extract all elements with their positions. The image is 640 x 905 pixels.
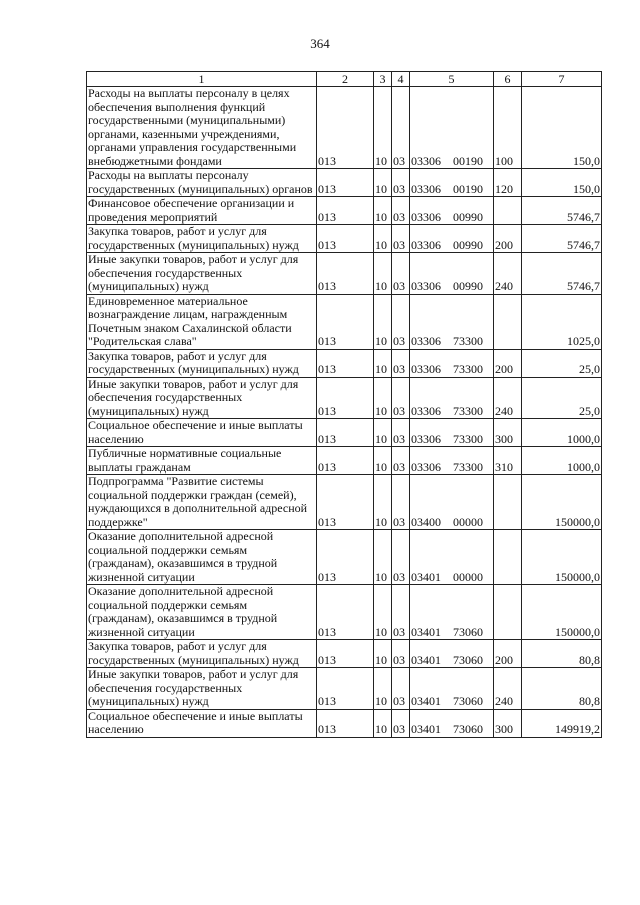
row-target-program: 03401 bbox=[411, 652, 441, 667]
row-section-code: 10 bbox=[374, 419, 392, 447]
row-target-direction: 00190 bbox=[453, 181, 483, 196]
row-target-direction: 00000 bbox=[453, 569, 483, 584]
row-name: Социальное обеспечение и иные выплаты населению bbox=[87, 709, 317, 737]
row-section-code: 10 bbox=[374, 668, 392, 710]
row-target-article bbox=[410, 709, 494, 737]
row-expense-type: 200 bbox=[494, 225, 522, 253]
row-ministry-code: 013 bbox=[317, 585, 374, 640]
row-target-direction: 00990 bbox=[453, 237, 483, 252]
row-section-code: 10 bbox=[374, 349, 392, 377]
row-target-direction: 00190 bbox=[453, 153, 483, 168]
row-target-program: 03306 bbox=[411, 279, 441, 293]
row-amount: 25,0 bbox=[522, 377, 602, 419]
row-amount: 150000,0 bbox=[522, 475, 602, 530]
row-amount: 5746,7 bbox=[522, 197, 602, 225]
row-expense-type: 310 bbox=[494, 447, 522, 475]
row-subsection-code: 03 bbox=[392, 475, 410, 530]
row-target-program: 03401 bbox=[411, 694, 441, 708]
table-row bbox=[87, 253, 602, 295]
row-target-article bbox=[410, 475, 494, 530]
table-row bbox=[87, 447, 602, 475]
row-expense-type: 200 bbox=[494, 349, 522, 377]
header-col-3: 3 bbox=[374, 72, 392, 87]
row-name: Финансовое обеспечение организации и проведения мероприятий bbox=[87, 197, 317, 225]
row-name: Оказание дополнительной адресной социальной поддержки семьям (гражданам), оказавшимся в трудной жизненной ситуации bbox=[87, 585, 317, 640]
row-name: Иные закупки товаров, работ и услуг для обеспечения государственных (муниципальных) нужд bbox=[87, 668, 317, 710]
row-expense-type: 100 bbox=[494, 87, 522, 169]
row-ministry-code: 013 bbox=[317, 87, 374, 169]
row-section-code: 10 bbox=[374, 530, 392, 585]
row-expense-type bbox=[494, 530, 522, 585]
row-expense-type bbox=[494, 475, 522, 530]
row-section-code: 10 bbox=[374, 447, 392, 475]
row-target-direction: 00990 bbox=[453, 279, 483, 293]
row-target-article bbox=[410, 419, 494, 447]
row-subsection-code: 03 bbox=[392, 87, 410, 169]
row-ministry-code: 013 bbox=[317, 530, 374, 585]
row-subsection-code: 03 bbox=[392, 294, 410, 349]
row-target-program: 03306 bbox=[411, 153, 441, 168]
row-target-direction: 73060 bbox=[453, 624, 483, 639]
row-target-direction: 73300 bbox=[453, 459, 483, 474]
row-subsection-code: 03 bbox=[392, 225, 410, 253]
row-ministry-code: 013 bbox=[317, 475, 374, 530]
row-target-article bbox=[410, 447, 494, 475]
row-amount: 149919,2 bbox=[522, 709, 602, 737]
row-target-article bbox=[410, 197, 494, 225]
row-name: Социальное обеспечение и иные выплаты населению bbox=[87, 419, 317, 447]
row-name: Оказание дополнительной адресной социальной поддержки семьям (гражданам), оказавшимся в трудной жизненной ситуации bbox=[87, 530, 317, 585]
row-ministry-code: 013 bbox=[317, 169, 374, 197]
row-name: Иные закупки товаров, работ и услуг для обеспечения государственных (муниципальных) нужд bbox=[87, 253, 317, 295]
row-amount: 5746,7 bbox=[522, 253, 602, 295]
header-col-2: 2 bbox=[317, 72, 374, 87]
row-subsection-code: 03 bbox=[392, 585, 410, 640]
row-section-code: 10 bbox=[374, 475, 392, 530]
row-target-program: 03306 bbox=[411, 362, 441, 376]
row-target-article bbox=[410, 87, 494, 169]
row-amount: 80,8 bbox=[522, 668, 602, 710]
table-row bbox=[87, 668, 602, 710]
row-section-code: 10 bbox=[374, 87, 392, 169]
row-target-program: 03306 bbox=[411, 459, 441, 474]
row-name: Расходы на выплаты персоналу в целях обеспечения выполнения функций государственными (муниципальными) органами, казенными учреждениями, органами управления государственными внебюджетными фондами bbox=[87, 87, 317, 169]
row-name: Подпрограмма "Развитие системы социальной поддержки граждан (семей), нуждающихся в дополнительной адресной поддержке" bbox=[87, 475, 317, 530]
row-amount: 150,0 bbox=[522, 87, 602, 169]
row-target-program: 03306 bbox=[411, 209, 441, 224]
row-amount: 1000,0 bbox=[522, 419, 602, 447]
row-ministry-code: 013 bbox=[317, 225, 374, 253]
row-target-direction: 00990 bbox=[453, 209, 483, 224]
row-amount: 150000,0 bbox=[522, 585, 602, 640]
row-amount: 5746,7 bbox=[522, 225, 602, 253]
row-expense-type: 300 bbox=[494, 709, 522, 737]
row-amount: 1000,0 bbox=[522, 447, 602, 475]
row-target-article bbox=[410, 294, 494, 349]
row-target-program: 03401 bbox=[411, 624, 441, 639]
row-target-program: 03306 bbox=[411, 403, 441, 418]
row-expense-type bbox=[494, 294, 522, 349]
row-amount: 1025,0 bbox=[522, 294, 602, 349]
row-target-program: 03401 bbox=[411, 569, 441, 584]
table-row bbox=[87, 709, 602, 737]
header-row bbox=[87, 72, 602, 87]
row-target-direction: 73060 bbox=[453, 722, 483, 736]
row-ministry-code: 013 bbox=[317, 709, 374, 737]
table-row bbox=[87, 169, 602, 197]
row-expense-type: 240 bbox=[494, 377, 522, 419]
budget-table bbox=[86, 71, 602, 738]
row-expense-type: 200 bbox=[494, 640, 522, 668]
row-expense-type: 300 bbox=[494, 419, 522, 447]
row-name: Иные закупки товаров, работ и услуг для обеспечения государственных (муниципальных) нужд bbox=[87, 377, 317, 419]
row-ministry-code: 013 bbox=[317, 640, 374, 668]
row-name: Единовременное материальное вознаграждение лицам, награжденным Почетным знаком Сахалинской области "Родительская слава" bbox=[87, 294, 317, 349]
row-section-code: 10 bbox=[374, 377, 392, 419]
row-ministry-code: 013 bbox=[317, 419, 374, 447]
row-subsection-code: 03 bbox=[392, 197, 410, 225]
row-target-direction: 73300 bbox=[453, 334, 483, 348]
row-target-article bbox=[410, 640, 494, 668]
row-expense-type bbox=[494, 197, 522, 225]
table-row bbox=[87, 377, 602, 419]
row-target-article bbox=[410, 349, 494, 377]
row-expense-type bbox=[494, 585, 522, 640]
row-subsection-code: 03 bbox=[392, 668, 410, 710]
table-row bbox=[87, 585, 602, 640]
row-name: Закупка товаров, работ и услуг для государственных (муниципальных) нужд bbox=[87, 225, 317, 253]
row-amount: 25,0 bbox=[522, 349, 602, 377]
row-subsection-code: 03 bbox=[392, 377, 410, 419]
row-target-direction: 73300 bbox=[453, 403, 483, 418]
table-row bbox=[87, 197, 602, 225]
row-subsection-code: 03 bbox=[392, 709, 410, 737]
row-subsection-code: 03 bbox=[392, 447, 410, 475]
row-target-article bbox=[410, 169, 494, 197]
row-subsection-code: 03 bbox=[392, 349, 410, 377]
row-expense-type: 120 bbox=[494, 169, 522, 197]
row-expense-type: 240 bbox=[494, 253, 522, 295]
header-col-4: 4 bbox=[392, 72, 410, 87]
row-section-code: 10 bbox=[374, 197, 392, 225]
header-col-1: 1 bbox=[87, 72, 317, 87]
row-ministry-code: 013 bbox=[317, 253, 374, 295]
row-target-article bbox=[410, 377, 494, 419]
table-row bbox=[87, 87, 602, 169]
row-ministry-code: 013 bbox=[317, 668, 374, 710]
row-target-program: 03306 bbox=[411, 237, 441, 252]
row-target-program: 03306 bbox=[411, 181, 441, 196]
row-target-direction: 73060 bbox=[453, 694, 483, 708]
table-row bbox=[87, 475, 602, 530]
row-target-direction: 73300 bbox=[453, 431, 483, 446]
row-target-program: 03306 bbox=[411, 431, 441, 446]
row-target-direction: 00000 bbox=[453, 514, 483, 529]
table-row bbox=[87, 349, 602, 377]
row-section-code: 10 bbox=[374, 709, 392, 737]
row-subsection-code: 03 bbox=[392, 253, 410, 295]
row-section-code: 10 bbox=[374, 225, 392, 253]
row-section-code: 10 bbox=[374, 585, 392, 640]
row-section-code: 10 bbox=[374, 294, 392, 349]
page-number: 364 bbox=[310, 36, 330, 51]
table-row bbox=[87, 419, 602, 447]
header-col-5: 5 bbox=[410, 72, 494, 87]
row-target-direction: 73300 bbox=[453, 362, 483, 376]
row-section-code: 10 bbox=[374, 169, 392, 197]
row-amount: 80,8 bbox=[522, 640, 602, 668]
row-amount: 150,0 bbox=[522, 169, 602, 197]
row-name: Закупка товаров, работ и услуг для государственных (муниципальных) нужд bbox=[87, 349, 317, 377]
row-ministry-code: 013 bbox=[317, 349, 374, 377]
row-section-code: 10 bbox=[374, 640, 392, 668]
row-ministry-code: 013 bbox=[317, 294, 374, 349]
row-subsection-code: 03 bbox=[392, 640, 410, 668]
row-ministry-code: 013 bbox=[317, 377, 374, 419]
row-section-code: 10 bbox=[374, 253, 392, 295]
row-target-program: 03401 bbox=[411, 722, 441, 736]
row-ministry-code: 013 bbox=[317, 447, 374, 475]
row-target-article bbox=[410, 585, 494, 640]
row-target-program: 03400 bbox=[411, 514, 441, 529]
row-subsection-code: 03 bbox=[392, 530, 410, 585]
row-target-program: 03306 bbox=[411, 334, 441, 348]
table-row bbox=[87, 530, 602, 585]
row-target-direction: 73060 bbox=[453, 652, 483, 667]
row-expense-type: 240 bbox=[494, 668, 522, 710]
header-col-7: 7 bbox=[522, 72, 602, 87]
table-row bbox=[87, 225, 602, 253]
row-target-article bbox=[410, 668, 494, 710]
row-target-article bbox=[410, 530, 494, 585]
row-subsection-code: 03 bbox=[392, 419, 410, 447]
row-amount: 150000,0 bbox=[522, 530, 602, 585]
row-name: Расходы на выплаты персоналу государственных (муниципальных) органов bbox=[87, 169, 317, 197]
row-ministry-code: 013 bbox=[317, 197, 374, 225]
table-row bbox=[87, 294, 602, 349]
row-target-article bbox=[410, 225, 494, 253]
row-name: Публичные нормативные социальные выплаты гражданам bbox=[87, 447, 317, 475]
header-col-6: 6 bbox=[494, 72, 522, 87]
row-subsection-code: 03 bbox=[392, 169, 410, 197]
row-target-article bbox=[410, 253, 494, 295]
table-row bbox=[87, 640, 602, 668]
row-name: Закупка товаров, работ и услуг для государственных (муниципальных) нужд bbox=[87, 640, 317, 668]
